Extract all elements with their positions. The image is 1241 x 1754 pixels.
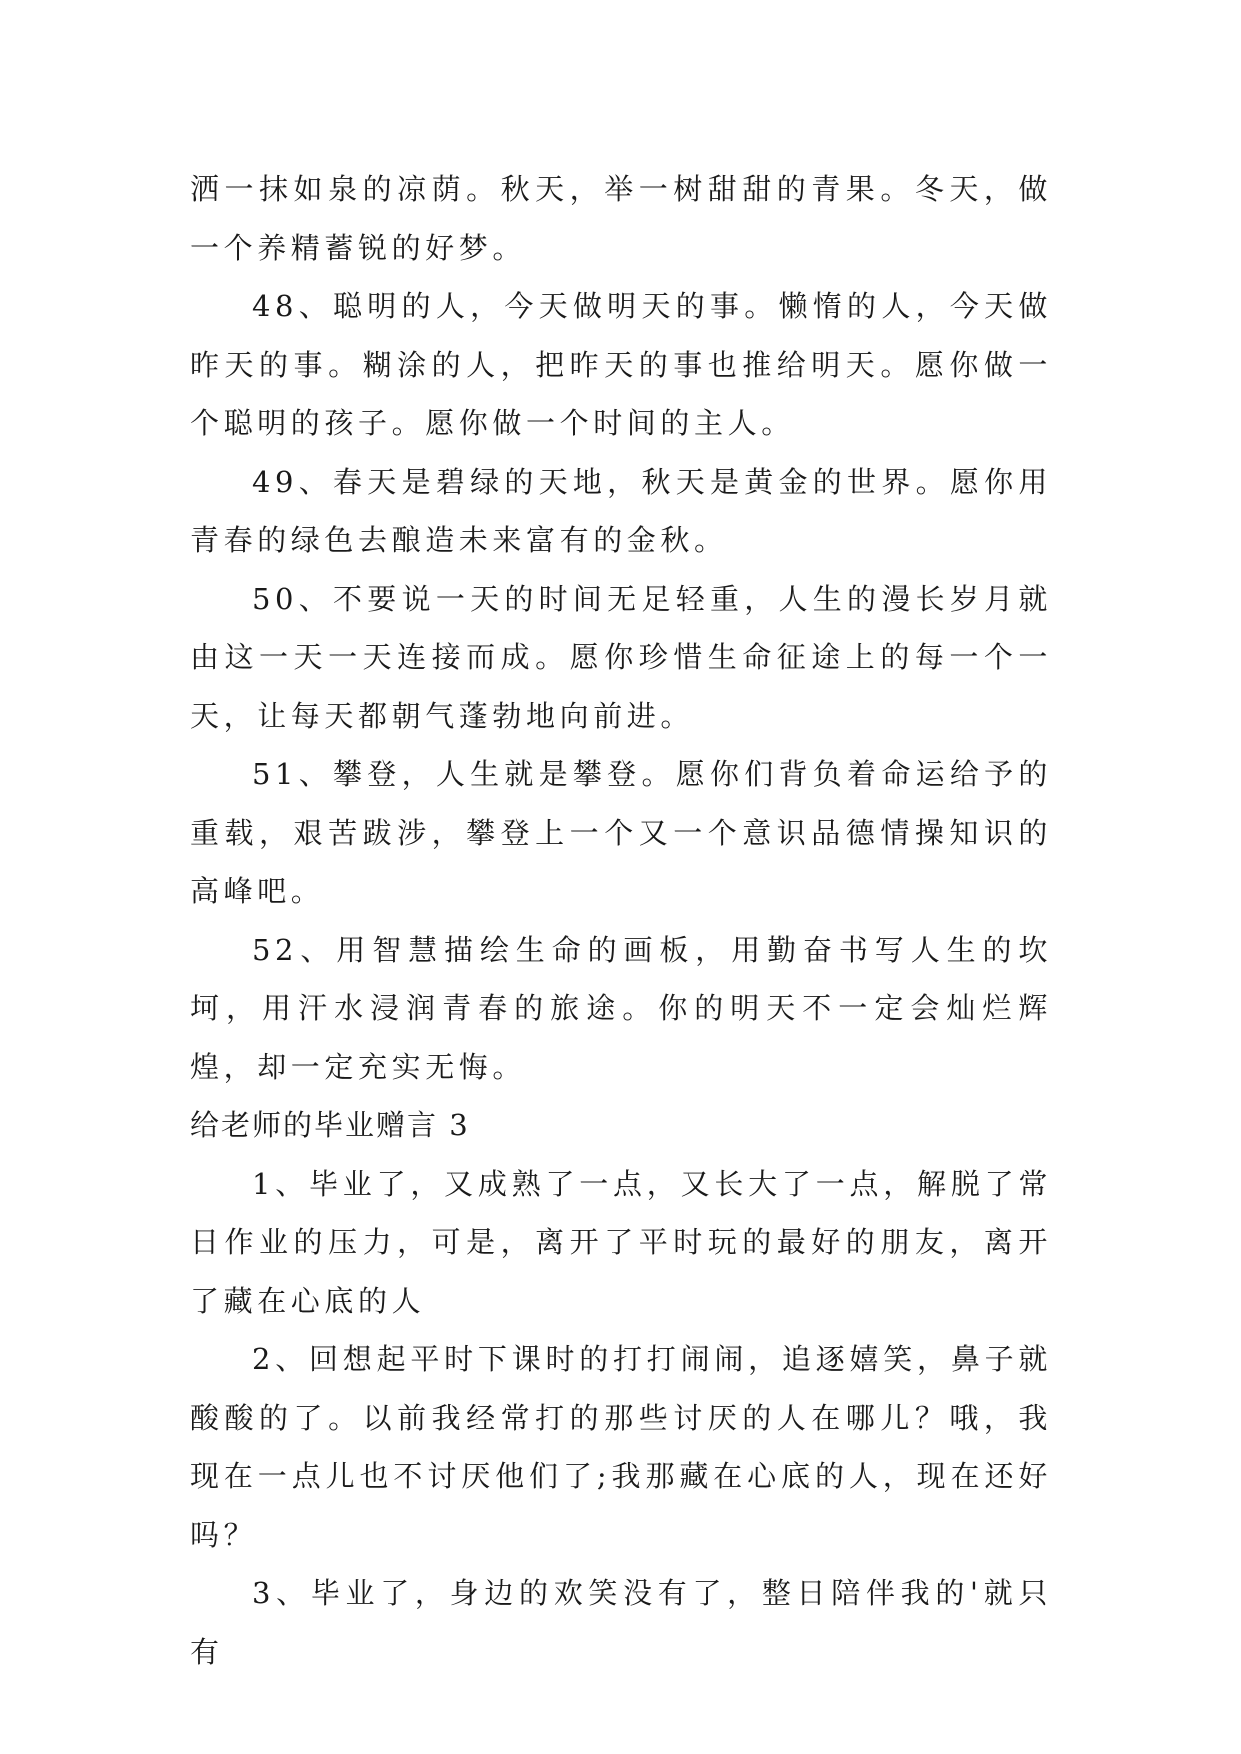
paragraph-51: 51、攀登，人生就是攀登。愿你们背负着命运给予的重载，艰苦跋涉，攀登上一个又一个意识品德情操知识的高峰吧。 [190, 757, 1052, 908]
section-heading: 给老师的毕业赠言 3 [190, 1108, 470, 1142]
document-body [190, 160, 1052, 1681]
paragraph-section-2: 2、回想起平时下课时的打打闹闹，追逐嬉笑，鼻子就酸酸的了。以前我经常打的那些讨厌的人在哪儿？哦，我现在一点儿也不讨厌他们了;我那藏在心底的人，现在还好吗？ [190, 1342, 1052, 1552]
paragraph-section-3: 3、毕业了，身边的欢笑没有了，整日陪伴我的'就只有 [190, 1576, 1052, 1669]
paragraph-section-1: 1、毕业了，又成熟了一点，又长大了一点，解脱了常日作业的压力，可是，离开了平时玩的最好的朋友，离开了藏在心底的人 [190, 1166, 1052, 1318]
paragraph-continuation: 洒一抹如泉的凉荫。秋天，举一树甜甜的青果。冬天，做一个养精蓄锐的好梦。 [190, 172, 1052, 265]
paragraph-49: 49、春天是碧绿的天地，秋天是黄金的世界。愿你用青春的绿色去酿造未来富有的金秋。 [190, 464, 1052, 557]
paragraph-48: 48、聪明的人，今天做明天的事。懒惰的人，今天做昨天的事。糊涂的人，把昨天的事也推给明天。愿你做一个聪明的孩子。愿你做一个时间的主人。 [190, 289, 1052, 440]
paragraph-52: 52、用智慧描绘生命的画板，用勤奋书写人生的坎坷，用汗水浸润青春的旅途。你的明天不一定会灿烂辉煌，却一定充实无悔。 [190, 932, 1052, 1084]
paragraph-50: 50、不要说一天的时间无足轻重，人生的漫长岁月就由这一天一天连接而成。愿你珍惜生命征途上的每一个一天，让每天都朝气蓬勃地向前进。 [190, 581, 1052, 733]
